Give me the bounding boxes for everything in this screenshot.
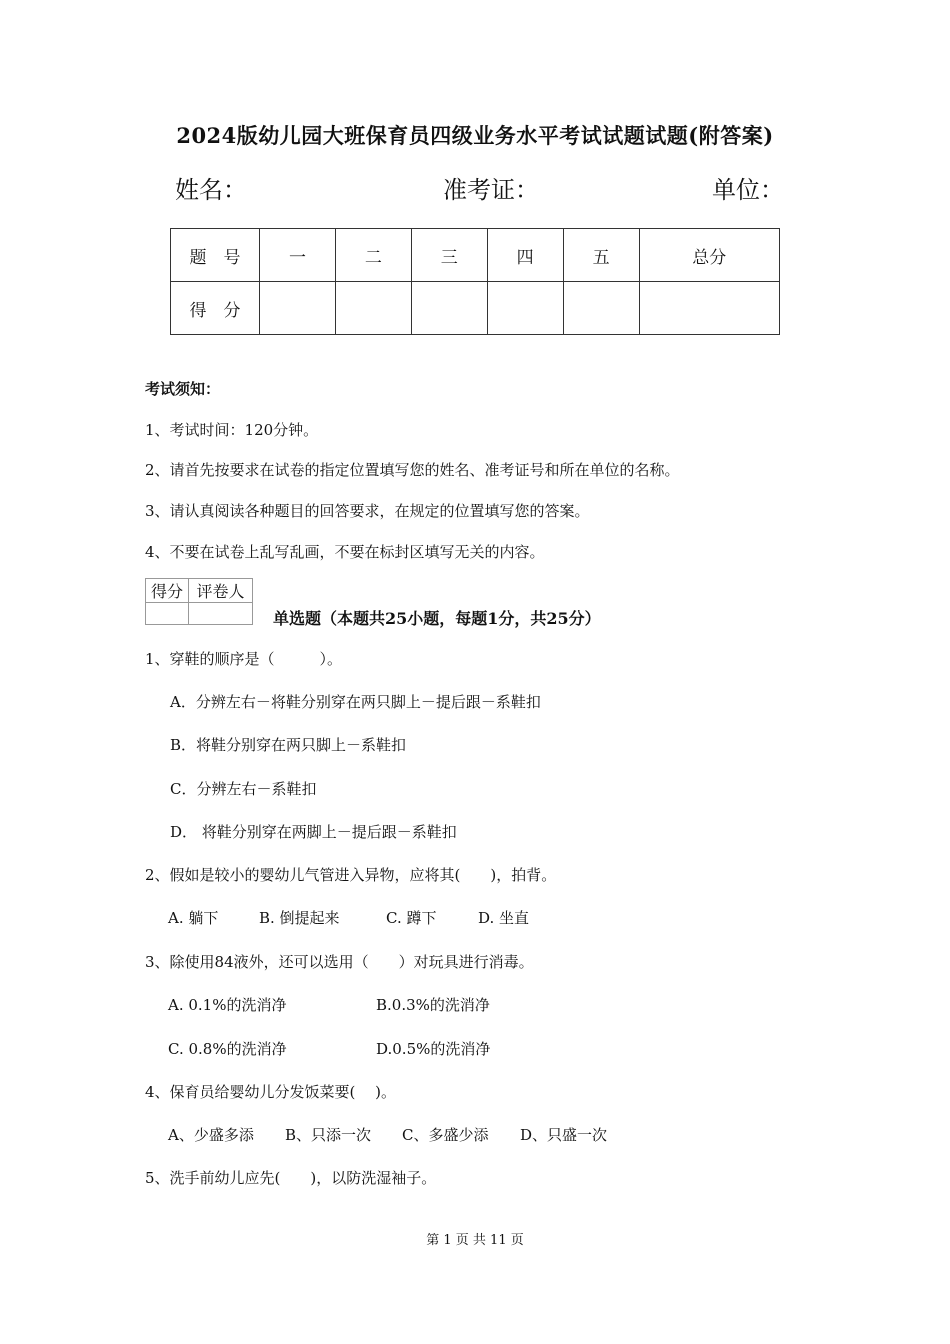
score-cell[interactable]: [563, 282, 639, 335]
option-a: A．分辨左右－将鞋分别穿在两只脚上－提后跟－系鞋扣: [170, 693, 541, 711]
score-table-header: 题 号: [171, 229, 260, 282]
score-table-score-row: [171, 282, 780, 335]
option-c: C. 蹲下: [386, 909, 437, 927]
option-b: B、只添一次: [285, 1126, 372, 1144]
document-title: 2024版幼儿园大班保育员四级业务水平考试试题试题(附答案): [176, 123, 774, 148]
unit-field-label: 单位：: [712, 176, 784, 204]
option-c: C. 0.8%的洗消净: [168, 1040, 287, 1058]
notice-heading: 考试须知：: [145, 380, 221, 398]
notice-item: 2、请首先按要求在试卷的指定位置填写您的姓名、准考证号和所在单位的名称。: [145, 461, 680, 479]
question-stem: 3、除使用84液外，还可以选用（ ）对玩具进行消毒。: [145, 953, 534, 971]
score-table-header: 三: [411, 229, 487, 282]
option-c: C、多盛少添: [402, 1126, 489, 1144]
notice-item: 3、请认真阅读各种题目的回答要求，在规定的位置填写您的答案。: [145, 502, 590, 520]
option-c: C．分辨左右－系鞋扣: [170, 780, 317, 798]
option-b: B．将鞋分别穿在两只脚上－系鞋扣: [170, 736, 407, 754]
grader-score-label: 得分: [146, 579, 189, 603]
option-a: A、少盛多添: [168, 1126, 254, 1144]
score-table-header: 总分: [639, 229, 779, 282]
section-title: 单选题（本题共25小题，每题1分，共25分）: [273, 609, 601, 628]
grader-reviewer-label: 评卷人: [189, 579, 253, 603]
score-cell[interactable]: [335, 282, 411, 335]
score-table: [170, 228, 780, 335]
score-table-header: 四: [487, 229, 563, 282]
score-cell[interactable]: [260, 282, 336, 335]
score-table-header-row: [171, 229, 780, 282]
option-b: B. 倒提起来: [259, 909, 340, 927]
score-row-label: 得 分: [171, 282, 260, 335]
option-d: D.0.5%的洗消净: [376, 1040, 491, 1058]
question-stem: 1、穿鞋的顺序是（ ）。: [145, 650, 343, 668]
score-cell[interactable]: [487, 282, 563, 335]
question-stem: 4、保育员给婴幼儿分发饭菜要( )。: [145, 1083, 397, 1101]
notice-item: 1、考试时间：120分钟。: [145, 421, 319, 439]
score-cell[interactable]: [639, 282, 779, 335]
score-table-header: 一: [260, 229, 336, 282]
score-table-header: 二: [335, 229, 411, 282]
grader-box: [145, 578, 253, 625]
page-footer: 第 1 页 共 11 页: [426, 1233, 524, 1248]
option-d: D． 将鞋分别穿在两脚上－提后跟－系鞋扣: [170, 823, 457, 841]
score-table-header: 五: [563, 229, 639, 282]
question-stem: 5、洗手前幼儿应先( )，以防洗湿袖子。: [145, 1169, 437, 1187]
option-a: A. 0.1%的洗消净: [168, 996, 287, 1014]
name-field-label: 姓名：: [175, 176, 247, 204]
grader-reviewer-cell[interactable]: [189, 603, 253, 625]
option-b: B.0.3%的洗消净: [376, 996, 490, 1014]
notice-item: 4、不要在试卷上乱写乱画，不要在标封区填写无关的内容。: [145, 543, 545, 561]
option-a: A. 躺下: [168, 909, 219, 927]
exam-id-field-label: 准考证：: [443, 176, 539, 204]
option-d: D、只盛一次: [520, 1126, 608, 1144]
grader-score-cell[interactable]: [146, 603, 189, 625]
option-d: D. 坐直: [478, 909, 530, 927]
question-stem: 2、假如是较小的婴幼儿气管进入异物，应将其( )，拍背。: [145, 866, 557, 884]
score-cell[interactable]: [411, 282, 487, 335]
